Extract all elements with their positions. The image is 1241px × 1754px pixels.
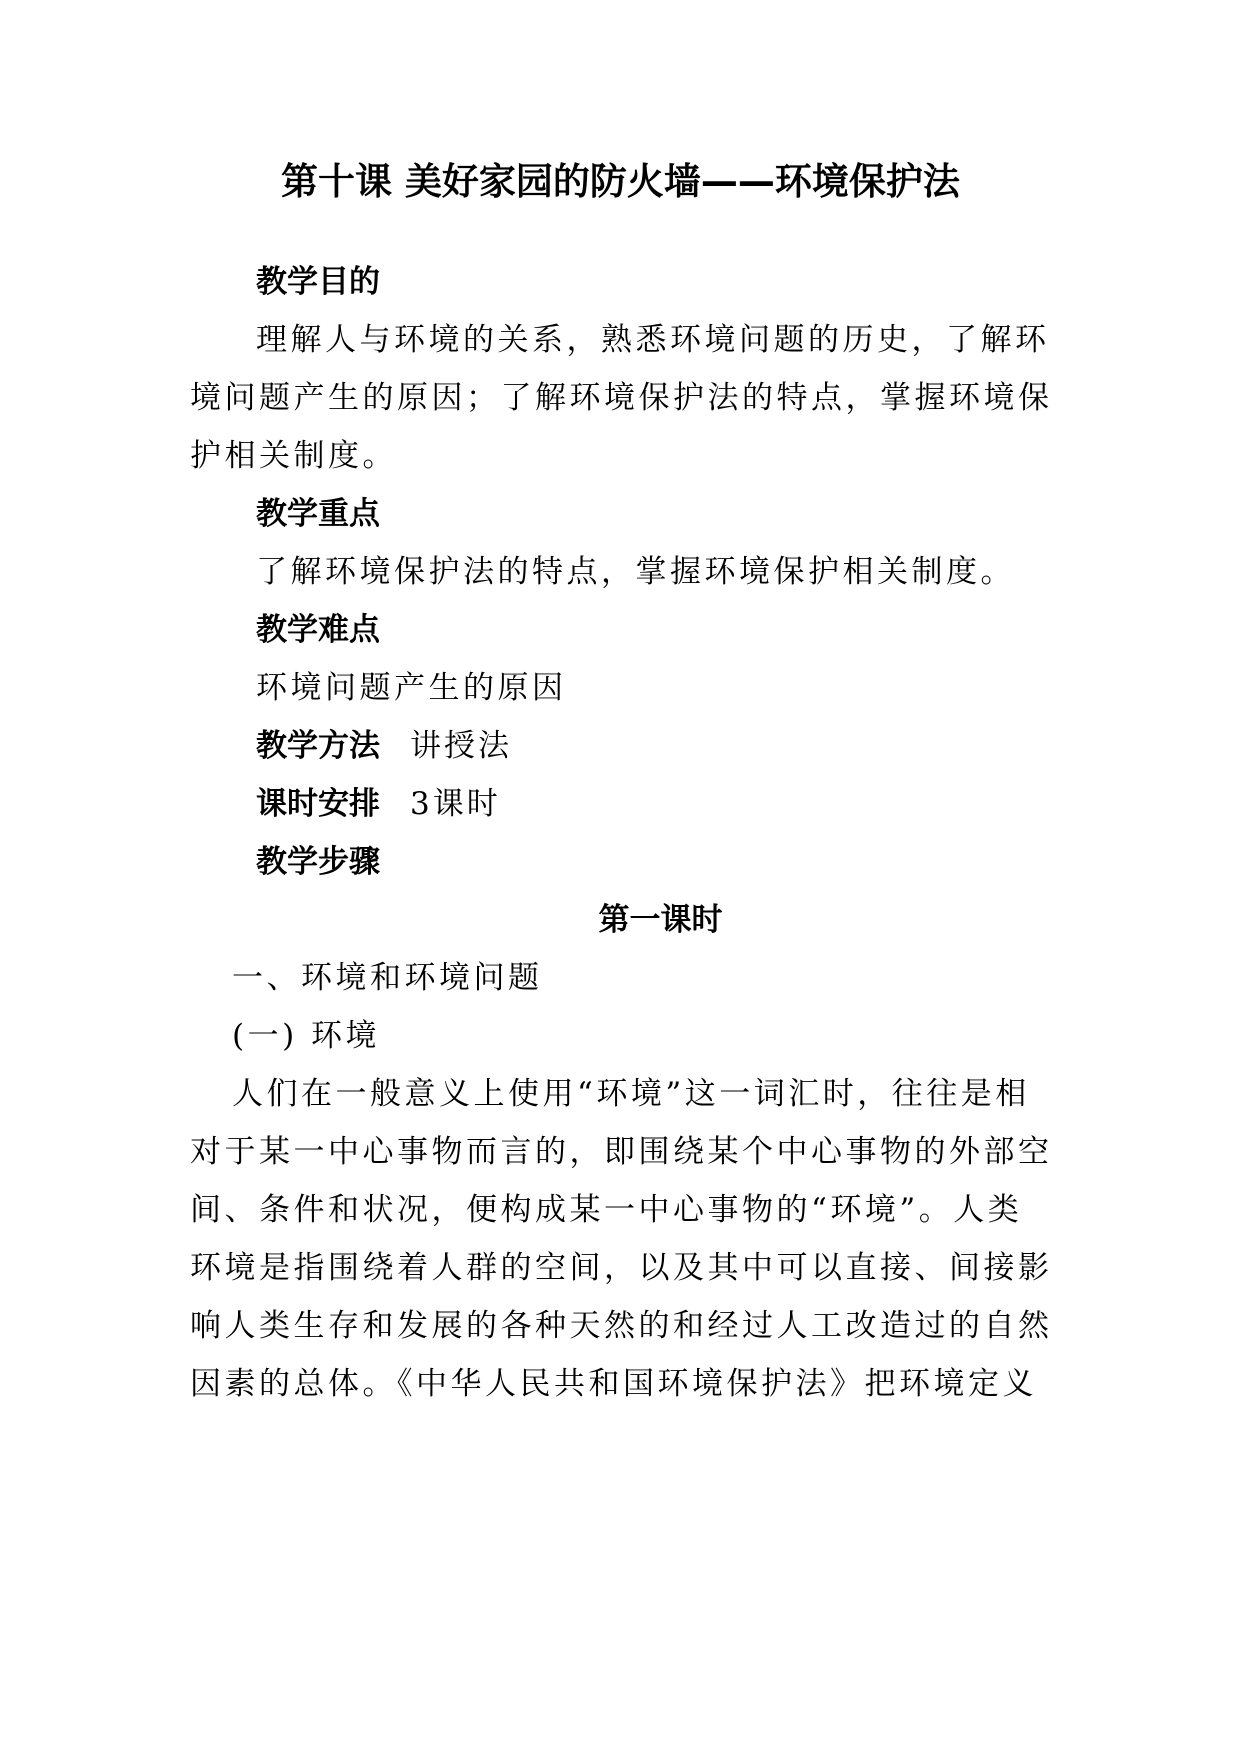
paragraph-line-5: 响人类生存和发展的各种天然的和经过人工改造过的自然 bbox=[190, 1308, 1053, 1344]
method-row bbox=[256, 726, 1116, 766]
method-heading: 教学方法 bbox=[256, 728, 380, 764]
schedule-heading: 课时安排 bbox=[256, 786, 380, 822]
paragraph-line-3: 间、条件和状况，便构成某一中心事物的“环境”。人类 bbox=[190, 1192, 1023, 1228]
paragraph-line-6: 因素的总体。《中华人民共和国环境保护法》把环境定义 bbox=[190, 1366, 1037, 1402]
paragraph-line-1: 人们在一般意义上使用“环境”这一词汇时，往往是相 bbox=[232, 1076, 1030, 1112]
difficulties-text: 环境问题产生的原因 bbox=[256, 670, 567, 706]
subsection-heading: (一) 环境 bbox=[232, 1018, 381, 1054]
objectives-line-3: 护相关制度。 bbox=[190, 438, 397, 474]
schedule-row bbox=[256, 784, 1116, 824]
paragraph-line-2: 对于某一中心事物而言的，即围绕某个中心事物的外部空 bbox=[190, 1134, 1053, 1170]
key-points-text: 了解环境保护法的特点，掌握环境保护相关制度。 bbox=[256, 554, 1015, 590]
steps-heading: 教学步骤 bbox=[256, 844, 380, 880]
objectives-heading: 教学目的 bbox=[256, 264, 380, 300]
lesson-title: 第一课时 bbox=[598, 902, 723, 938]
paragraph-line-4: 环境是指围绕着人群的空间，以及其中可以直接、间接影 bbox=[190, 1250, 1053, 1286]
difficulties-heading: 教学难点 bbox=[256, 612, 380, 648]
section-heading: 一、环境和环境问题 bbox=[232, 960, 543, 996]
objectives-line-1: 理解人与环境的关系，熟悉环境问题的历史，了解环 bbox=[256, 322, 1050, 358]
key-points-heading: 教学重点 bbox=[256, 496, 380, 532]
method-value: 讲授法 bbox=[410, 728, 512, 764]
document-title: 第十课 美好家园的防火墙——环境保护法 bbox=[281, 160, 960, 203]
objectives-line-2: 境问题产生的原因；了解环境保护法的特点，掌握环境保 bbox=[190, 380, 1053, 416]
schedule-value: 3课时 bbox=[410, 786, 501, 822]
